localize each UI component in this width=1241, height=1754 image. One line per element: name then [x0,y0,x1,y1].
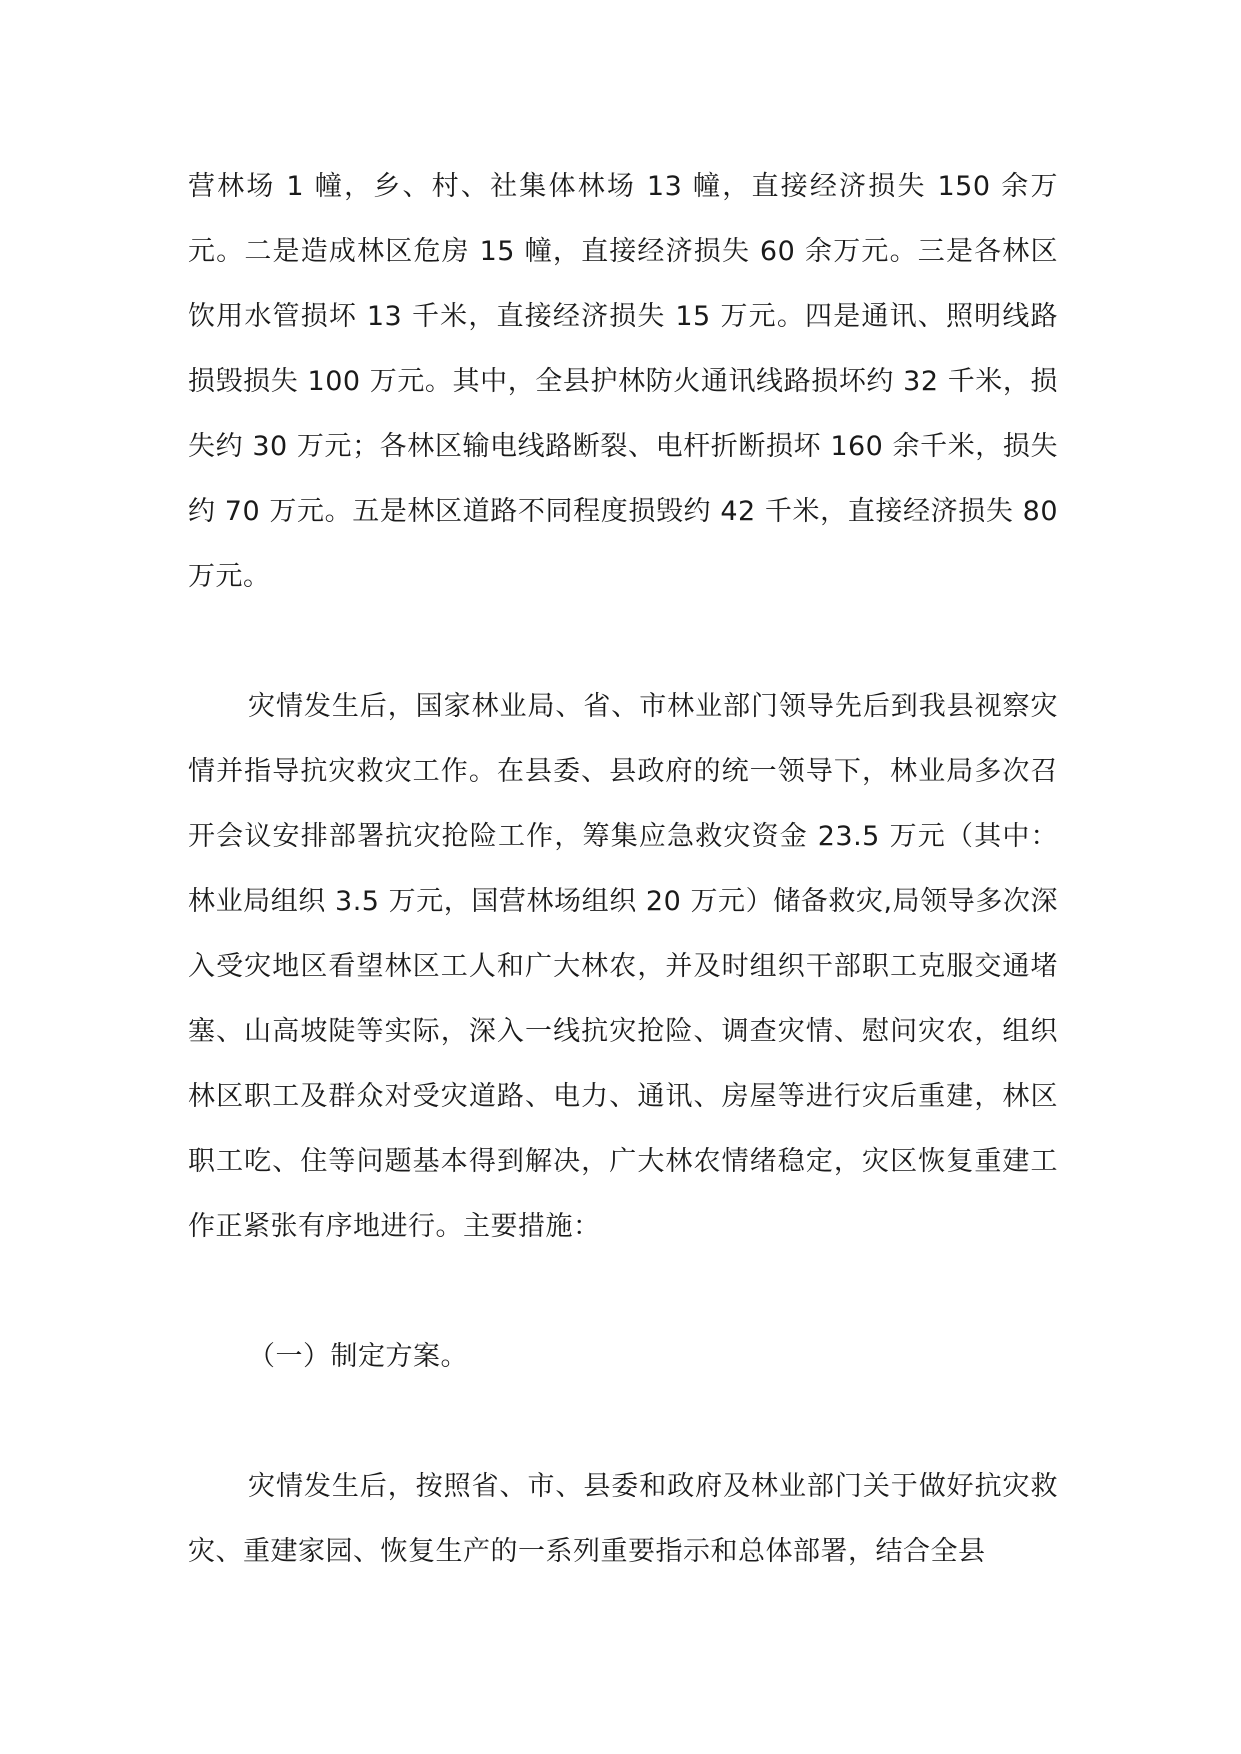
paragraph-plan-intro: 灾情发生后，按照省、市、县委和政府及林业部门关于做好抗灾救灾、重建家园、恢复生产的一系列重要指示和总体部署，结合全县 [188,1471,1058,1567]
paragraph-response-overview: 灾情发生后，国家林业局、省、市林业部门领导先后到我县视察灾情并指导抗灾救灾工作。在县委、县政府的统一领导下，林业局多次召开会议安排部署抗灾抢险工作，筹集应急救灾资金 23.5 万元（其中：林业局组织 3.5 万元，国营林场组织 20 万元）储备救灾,局领导多次深入受灾地区看望林区工人和广大林农，并及时组织干部职工克服交通堵塞、山高坡陡等实际，深入一线抗灾抢险、调查灾情、慰问灾农，组织林区职工及群众对受灾道路、电力、通讯、房屋等进行灾后重建，林区职工吃、住等问题基本得到解决，广大林农情绪稳定，灾区恢复重建工作正紧张有序地进行。主要措施： [188,691,1058,1242]
paragraph-loss-summary: 营林场 1 幢，乡、村、社集体林场 13 幢，直接经济损失 150 余万元。二是造成林区危房 15 幢，直接经济损失 60 余万元。三是各林区饮用水管损坏 13 千米，直接经济损失 15 万元。四是通讯、照明线路损毁损失 100 万元。其中，全县护林防火通讯线路损坏约 32 千米，损失约 30 万元；各林区输电线路断裂、电杆折断损坏 160 余千米，损失约 70 万元。五是林区道路不同程度损毁约 42 千米，直接经济损失 80 万元。 [188,171,1068,592]
document-body [188,154,1068,1584]
section-heading: （一）制定方案。 [248,1341,468,1372]
